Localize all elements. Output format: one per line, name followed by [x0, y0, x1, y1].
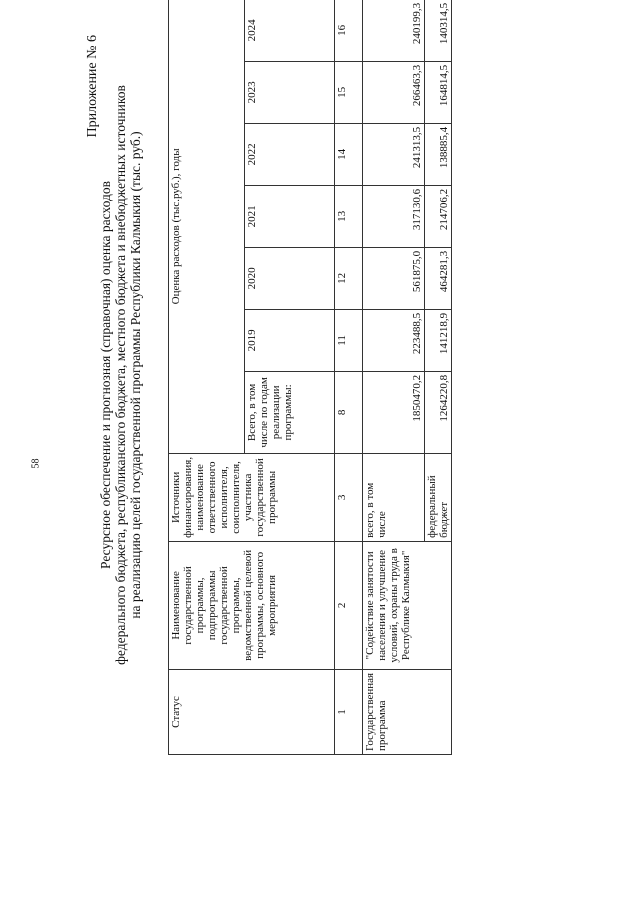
total-cell: 1264220,8: [425, 371, 452, 453]
source-cell: федеральный бюджет: [425, 453, 452, 541]
header-name: Наименование государственной программы, подпрограммы государственной программы, ведомственной целевой программы, основного мероприятия: [169, 541, 335, 669]
header-status: Статус: [169, 669, 335, 754]
rotated-page-content: [80, 0, 640, 755]
column-number: 2: [335, 541, 363, 669]
column-number: 12: [335, 247, 363, 309]
column-number: 3: [335, 453, 363, 541]
column-number: 16: [335, 0, 363, 61]
year-value-cell: 164814,5: [425, 61, 452, 123]
document-title: [98, 0, 143, 755]
year-value-cell: 266463,3: [363, 61, 425, 123]
column-number: 8: [335, 371, 363, 453]
year-value-cell: 240199,3: [363, 0, 425, 61]
appendix-label: Приложение № 6: [85, 35, 100, 138]
column-number: 14: [335, 123, 363, 185]
header-year: 2019: [245, 309, 335, 371]
year-value-cell: 140314,5: [425, 0, 452, 61]
year-value-cell: 464281,3: [425, 247, 452, 309]
source-cell: всего, в том числе: [363, 453, 425, 541]
program-name: "Содействие занятости населения и улучшение условий, охраны труда в Республике Калмыкия": [363, 541, 452, 669]
header-estimate: Оценка расходов (тыс.руб.), годы: [169, 0, 245, 453]
title-line: на реализацию целей государственной программы Республики Калмыкия (тыс. руб.): [128, 131, 143, 619]
header-source: Источники финансирования, наименование ответственного исполнителя, соисполнителя, участника государственной программы: [169, 453, 335, 541]
page-number: 58: [30, 458, 42, 469]
year-value-cell: 317130,6: [363, 185, 425, 247]
header-year: 2024: [245, 0, 335, 61]
title-line: Ресурсное обеспечение и прогнозная (справочная) оценка расходов: [98, 181, 113, 569]
program-status: Государственная программа: [363, 669, 452, 754]
expenditure-table: [168, 0, 452, 755]
column-number: 11: [335, 309, 363, 371]
header-year: 2022: [245, 123, 335, 185]
title-line: федерального бюджета, республиканского бюджета, местного бюджета и внебюджетных источников: [113, 85, 128, 665]
header-year: 2023: [245, 61, 335, 123]
year-value-cell: 141218,9: [425, 309, 452, 371]
year-value-cell: 241313,5: [363, 123, 425, 185]
header-year: 2021: [245, 185, 335, 247]
column-number: 1: [335, 669, 363, 754]
column-number: 15: [335, 61, 363, 123]
year-value-cell: 561875,0: [363, 247, 425, 309]
total-cell: 1850470,2: [363, 371, 425, 453]
year-value-cell: 214706,2: [425, 185, 452, 247]
year-value-cell: 223488,5: [363, 309, 425, 371]
column-number: 13: [335, 185, 363, 247]
header-total: Всего, в том числе по годам реализации программы:: [245, 371, 335, 453]
year-value-cell: 138885,4: [425, 123, 452, 185]
header-year: 2020: [245, 247, 335, 309]
